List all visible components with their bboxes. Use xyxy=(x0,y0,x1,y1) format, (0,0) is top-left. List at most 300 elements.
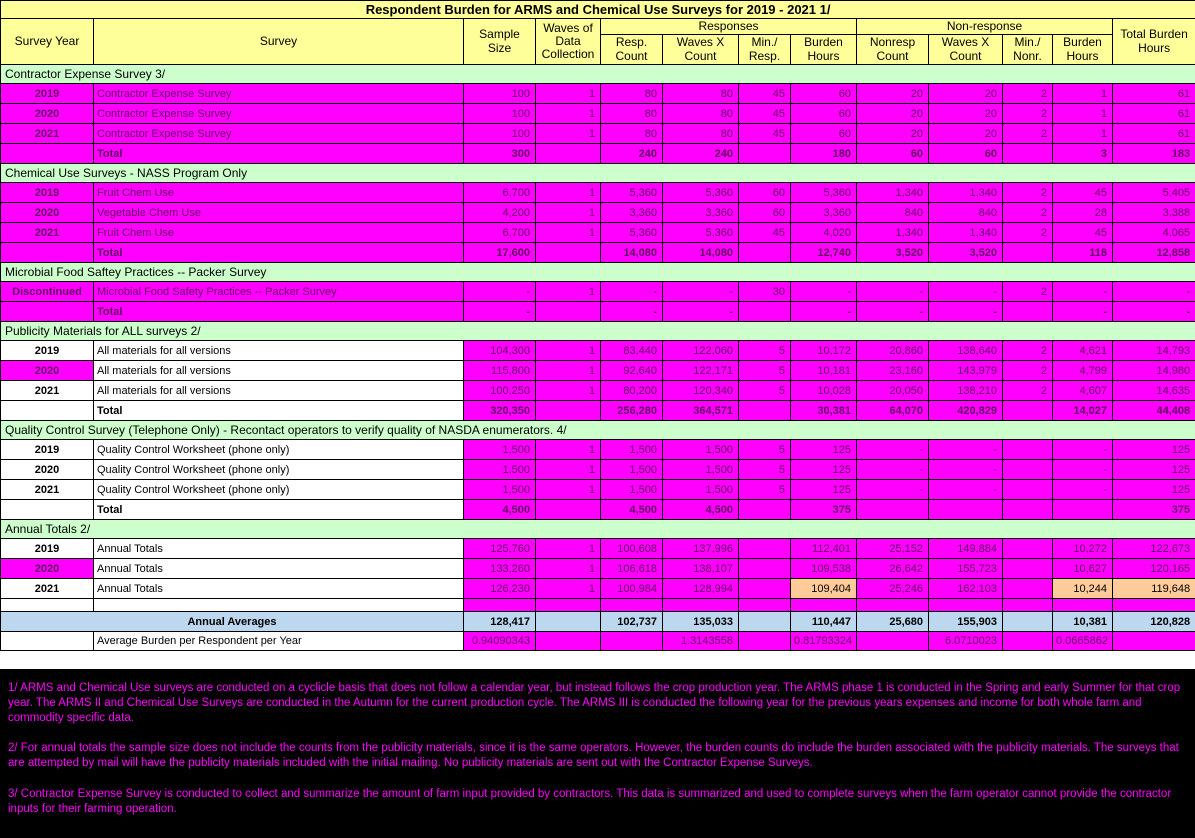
footnote-2: 2/ For annual totals the sample size does not include the counts from the publicity materials, since it is the same operators. However, the burden counts do include the burden associated with the publicity materials. The surveys that are attempted by mail will have the publicity materials included with the initial mailing. No publicity materials are sent out with the Contractor Expense Surveys. xyxy=(8,741,1187,770)
year-cell: 2019 xyxy=(1,84,94,104)
data-cell xyxy=(1003,401,1053,421)
year-cell: 2020 xyxy=(1,559,94,579)
data-cell: 14,080 xyxy=(601,243,663,263)
data-cell xyxy=(1003,243,1053,263)
data-cell: 60 xyxy=(791,104,857,124)
data-cell xyxy=(536,144,601,164)
data-cell: 1,500 xyxy=(464,460,536,480)
data-cell: 30 xyxy=(739,282,791,302)
data-cell: 5,360 xyxy=(601,223,663,243)
data-cell xyxy=(536,632,601,651)
table-title: Respondent Burden for ARMS and Chemical Use Surveys for 2019 - 2021 1/ xyxy=(1,1,1195,19)
data-cell: 20 xyxy=(857,104,929,124)
data-cell: 25,246 xyxy=(857,579,929,599)
col-group-nonresponse: Non-response xyxy=(857,19,1113,35)
col-group-responses: Responses xyxy=(601,19,857,35)
data-cell: - xyxy=(791,302,857,322)
data-cell: 20 xyxy=(929,124,1003,144)
data-cell xyxy=(1053,599,1113,612)
data-cell: 5 xyxy=(739,361,791,381)
data-cell xyxy=(739,401,791,421)
data-cell xyxy=(739,612,791,632)
data-cell xyxy=(464,599,536,612)
section-title: Publicity Materials for ALL surveys 2/ xyxy=(1,322,1195,341)
data-cell: 30,381 xyxy=(791,401,857,421)
section-header-row xyxy=(1,322,1195,341)
data-cell: 122,171 xyxy=(663,361,739,381)
data-cell: 100,608 xyxy=(601,539,663,559)
data-cell: 3,360 xyxy=(791,203,857,223)
data-cell: 180 xyxy=(791,144,857,164)
survey-cell: Microbial Food Safety Practices -- Packer Survey xyxy=(94,282,464,302)
data-cell: 120,828 xyxy=(1113,612,1195,632)
data-cell: 120,165 xyxy=(1113,559,1195,579)
data-cell: 1 xyxy=(536,223,601,243)
data-cell: 80 xyxy=(601,124,663,144)
col-header-resp-count: Resp. Count xyxy=(601,35,663,65)
data-cell: 320,350 xyxy=(464,401,536,421)
year-cell: 2020 xyxy=(1,460,94,480)
data-cell: 20 xyxy=(857,124,929,144)
data-cell: 80 xyxy=(601,104,663,124)
data-cell: 10,028 xyxy=(791,381,857,401)
footnote-1: 1/ ARMS and Chemical Use surveys are conducted on a cyclicle basis that does not follow a calendar year, but instead follows the crop production year. The ARMS phase 1 is conducted in the Spring and early Summer for that crop year. The ARMS II and Chemical Use Surveys are conducted in the Autumn for the current production cycle. The ARMS III is conducted the following year for the previous years expenses and income for both whole farm and commodity specific data. xyxy=(8,681,1187,725)
data-cell: 14,980 xyxy=(1113,361,1195,381)
data-row xyxy=(1,480,1195,500)
data-cell xyxy=(536,302,601,322)
data-cell xyxy=(739,500,791,520)
data-cell: 12,858 xyxy=(1113,243,1195,263)
bottom-spacer xyxy=(0,651,1195,669)
data-cell xyxy=(663,599,739,612)
data-cell: 64,070 xyxy=(857,401,929,421)
data-cell: 45 xyxy=(739,84,791,104)
data-cell: 6,700 xyxy=(464,223,536,243)
averages-row xyxy=(1,612,1195,632)
data-cell xyxy=(1003,632,1053,651)
data-cell: 80 xyxy=(601,84,663,104)
data-cell xyxy=(1003,559,1053,579)
data-cell: 109,404 xyxy=(791,579,857,599)
data-cell: 61 xyxy=(1113,84,1195,104)
data-cell xyxy=(1003,302,1053,322)
data-cell: 44,408 xyxy=(1113,401,1195,421)
data-cell xyxy=(739,539,791,559)
data-cell: 60 xyxy=(791,124,857,144)
data-row xyxy=(1,559,1195,579)
year-cell xyxy=(1,500,94,520)
year-cell: 2020 xyxy=(1,203,94,223)
total-row xyxy=(1,500,1195,520)
data-cell: 61 xyxy=(1113,104,1195,124)
survey-cell: Contractor Expense Survey xyxy=(94,84,464,104)
data-cell: - xyxy=(857,282,929,302)
data-cell: - xyxy=(857,460,929,480)
data-cell: 1 xyxy=(536,203,601,223)
data-cell: 4,020 xyxy=(791,223,857,243)
data-cell: 100,250 xyxy=(464,381,536,401)
header-group-row xyxy=(1,19,1195,35)
year-cell xyxy=(1,599,94,612)
survey-cell: Contractor Expense Survey xyxy=(94,124,464,144)
blank-row xyxy=(1,599,1195,612)
row-label: Annual Averages xyxy=(1,612,464,632)
data-cell: 2 xyxy=(1003,341,1053,361)
data-cell: 100 xyxy=(464,124,536,144)
survey-cell: Annual Totals xyxy=(94,559,464,579)
col-header-nonresp-waves-x-count: Waves X Count xyxy=(929,35,1003,65)
survey-cell: Total xyxy=(94,401,464,421)
data-cell: 2 xyxy=(1003,381,1053,401)
data-cell: 138,640 xyxy=(929,341,1003,361)
data-cell: - xyxy=(1053,440,1113,460)
col-header-nonresp-burden-hours: Burden Hours xyxy=(1053,35,1113,65)
data-cell xyxy=(1113,599,1195,612)
data-cell: 1 xyxy=(536,84,601,104)
data-cell: 5 xyxy=(739,341,791,361)
data-cell: 4,799 xyxy=(1053,361,1113,381)
data-cell: 92,640 xyxy=(601,361,663,381)
data-cell: 5 xyxy=(739,440,791,460)
data-cell: 364,571 xyxy=(663,401,739,421)
data-cell: 6,700 xyxy=(464,183,536,203)
data-cell xyxy=(739,579,791,599)
data-cell: 3 xyxy=(1053,144,1113,164)
data-cell: 45 xyxy=(1053,183,1113,203)
year-cell: Discontinued xyxy=(1,282,94,302)
data-cell: 45 xyxy=(739,104,791,124)
year-cell xyxy=(1,243,94,263)
data-cell: - xyxy=(601,282,663,302)
data-cell: 3,520 xyxy=(857,243,929,263)
data-cell: 1,340 xyxy=(857,183,929,203)
data-cell: 2 xyxy=(1003,124,1053,144)
survey-cell: Fruit Chem Use xyxy=(94,223,464,243)
data-cell: 3,388 xyxy=(1113,203,1195,223)
data-cell: 128,417 xyxy=(464,612,536,632)
data-cell: 4,065 xyxy=(1113,223,1195,243)
survey-cell: Annual Totals xyxy=(94,579,464,599)
data-cell: 149,884 xyxy=(929,539,1003,559)
data-cell xyxy=(1003,612,1053,632)
survey-cell: Vegetable Chem Use xyxy=(94,203,464,223)
data-cell: 2 xyxy=(1003,223,1053,243)
data-cell: 155,723 xyxy=(929,559,1003,579)
col-header-survey-year: Survey Year xyxy=(1,19,94,65)
survey-cell: Annual Totals xyxy=(94,539,464,559)
data-cell: 125 xyxy=(791,440,857,460)
data-cell: 61 xyxy=(1113,124,1195,144)
data-cell: 420,829 xyxy=(929,401,1003,421)
data-cell: - xyxy=(929,302,1003,322)
data-cell: - xyxy=(929,440,1003,460)
survey-cell: Quality Control Worksheet (phone only) xyxy=(94,460,464,480)
data-cell: 60 xyxy=(739,203,791,223)
data-cell xyxy=(1113,632,1195,651)
total-row xyxy=(1,401,1195,421)
year-cell: 2021 xyxy=(1,223,94,243)
data-cell: 109,538 xyxy=(791,559,857,579)
data-cell: 25,680 xyxy=(857,612,929,632)
survey-cell: Quality Control Worksheet (phone only) xyxy=(94,480,464,500)
data-cell: 80 xyxy=(663,104,739,124)
avg-burden-row xyxy=(1,632,1195,651)
footnotes xyxy=(0,669,1195,838)
data-cell: 119,648 xyxy=(1113,579,1195,599)
col-header-min-resp: Min./ Resp. xyxy=(739,35,791,65)
data-cell: 6.0710023 xyxy=(929,632,1003,651)
col-header-waves: Waves of Data Collection xyxy=(536,19,601,65)
data-cell: 10,244 xyxy=(1053,579,1113,599)
data-cell: 125 xyxy=(1113,480,1195,500)
data-cell xyxy=(739,243,791,263)
data-cell xyxy=(536,599,601,612)
data-cell: 104,300 xyxy=(464,341,536,361)
data-cell: 1 xyxy=(1053,124,1113,144)
data-cell: 135,033 xyxy=(663,612,739,632)
data-cell: - xyxy=(857,302,929,322)
year-cell: 2019 xyxy=(1,539,94,559)
data-row xyxy=(1,361,1195,381)
data-cell: 83,440 xyxy=(601,341,663,361)
data-cell: 375 xyxy=(1113,500,1195,520)
data-cell: 14,080 xyxy=(663,243,739,263)
data-cell: 12,740 xyxy=(791,243,857,263)
col-header-total-burden-hours: Total Burden Hours xyxy=(1113,19,1195,65)
survey-cell: Total xyxy=(94,500,464,520)
data-cell: 138,107 xyxy=(663,559,739,579)
data-cell xyxy=(1003,144,1053,164)
data-cell: 120,340 xyxy=(663,381,739,401)
section-header-row xyxy=(1,65,1195,84)
section-header-row xyxy=(1,421,1195,440)
data-cell: 14,793 xyxy=(1113,341,1195,361)
data-cell: 133,260 xyxy=(464,559,536,579)
data-cell: 10,181 xyxy=(791,361,857,381)
data-cell: 5,405 xyxy=(1113,183,1195,203)
year-cell: 2021 xyxy=(1,124,94,144)
data-cell: 840 xyxy=(857,203,929,223)
data-cell: 1,500 xyxy=(601,460,663,480)
data-cell: 1 xyxy=(536,460,601,480)
data-cell: 4,607 xyxy=(1053,381,1113,401)
data-cell: 1 xyxy=(1053,84,1113,104)
data-cell: 28 xyxy=(1053,203,1113,223)
year-cell: 2020 xyxy=(1,104,94,124)
data-cell: - xyxy=(857,480,929,500)
data-cell: 256,280 xyxy=(601,401,663,421)
data-cell xyxy=(739,559,791,579)
data-cell xyxy=(1003,440,1053,460)
year-cell xyxy=(1,632,94,651)
data-cell: 5,360 xyxy=(791,183,857,203)
data-cell: - xyxy=(791,282,857,302)
survey-cell: All materials for all versions xyxy=(94,341,464,361)
data-cell: 110,447 xyxy=(791,612,857,632)
data-cell: 300 xyxy=(464,144,536,164)
data-cell: 1,340 xyxy=(857,223,929,243)
year-cell: 2019 xyxy=(1,440,94,460)
data-cell: 10,627 xyxy=(1053,559,1113,579)
data-cell xyxy=(857,500,929,520)
data-cell: 45 xyxy=(1053,223,1113,243)
data-cell: 60 xyxy=(857,144,929,164)
data-row xyxy=(1,440,1195,460)
total-row xyxy=(1,144,1195,164)
data-cell xyxy=(739,599,791,612)
survey-cell: Quality Control Worksheet (phone only) xyxy=(94,440,464,460)
data-cell: 80 xyxy=(663,124,739,144)
data-cell: 162,103 xyxy=(929,579,1003,599)
data-cell: 80,200 xyxy=(601,381,663,401)
discontinued-row xyxy=(1,282,1195,302)
data-cell xyxy=(1053,500,1113,520)
year-cell: 2019 xyxy=(1,341,94,361)
total-row xyxy=(1,243,1195,263)
year-cell: 2021 xyxy=(1,579,94,599)
data-cell xyxy=(536,612,601,632)
data-cell: 1,500 xyxy=(663,460,739,480)
data-cell: 25,152 xyxy=(857,539,929,559)
data-cell: 0.0665862 xyxy=(1053,632,1113,651)
col-header-resp-burden-hours: Burden Hours xyxy=(791,35,857,65)
data-cell: 1 xyxy=(536,440,601,460)
data-cell xyxy=(536,401,601,421)
data-cell: 1 xyxy=(1053,104,1113,124)
data-cell: 1 xyxy=(536,183,601,203)
data-cell: 1 xyxy=(536,341,601,361)
data-cell: 1,500 xyxy=(663,440,739,460)
data-cell: 0.94090343 xyxy=(464,632,536,651)
section-header-row xyxy=(1,164,1195,183)
data-cell xyxy=(601,632,663,651)
data-cell xyxy=(929,500,1003,520)
data-cell xyxy=(1003,539,1053,559)
data-cell: 125 xyxy=(791,480,857,500)
data-cell: 3,360 xyxy=(601,203,663,223)
data-cell: - xyxy=(464,302,536,322)
data-cell: 3,360 xyxy=(663,203,739,223)
data-cell: 2 xyxy=(1003,203,1053,223)
data-cell: 20 xyxy=(929,84,1003,104)
data-cell xyxy=(1003,480,1053,500)
data-cell: 240 xyxy=(663,144,739,164)
survey-cell: Total xyxy=(94,243,464,263)
year-cell xyxy=(1,302,94,322)
year-cell: 2020 xyxy=(1,361,94,381)
survey-cell: Total xyxy=(94,302,464,322)
data-cell: 1,500 xyxy=(464,440,536,460)
data-cell xyxy=(536,500,601,520)
data-cell: 1 xyxy=(536,124,601,144)
year-cell: 2021 xyxy=(1,480,94,500)
data-cell: 20 xyxy=(857,84,929,104)
data-cell: - xyxy=(929,282,1003,302)
data-cell: 2 xyxy=(1003,104,1053,124)
section-title: Contractor Expense Survey 3/ xyxy=(1,65,1195,84)
data-cell: 1 xyxy=(536,381,601,401)
data-cell: 4,500 xyxy=(601,500,663,520)
data-cell: 183 xyxy=(1113,144,1195,164)
data-cell xyxy=(1003,500,1053,520)
data-cell: 1 xyxy=(536,361,601,381)
year-cell xyxy=(1,144,94,164)
data-cell: 4,621 xyxy=(1053,341,1113,361)
data-cell: - xyxy=(663,282,739,302)
data-cell xyxy=(857,599,929,612)
data-cell: 60 xyxy=(929,144,1003,164)
data-cell: 125 xyxy=(1113,460,1195,480)
data-cell: 4,500 xyxy=(464,500,536,520)
total-row xyxy=(1,302,1195,322)
data-cell: 14,635 xyxy=(1113,381,1195,401)
survey-cell: Average Burden per Respondent per Year xyxy=(94,632,464,651)
data-cell: - xyxy=(857,440,929,460)
data-cell: 60 xyxy=(791,84,857,104)
data-cell: 125,760 xyxy=(464,539,536,559)
data-cell xyxy=(739,144,791,164)
data-cell xyxy=(536,243,601,263)
data-cell: 1 xyxy=(536,579,601,599)
data-row xyxy=(1,203,1195,223)
data-cell: - xyxy=(929,480,1003,500)
data-cell: 102,737 xyxy=(601,612,663,632)
data-cell: 20,860 xyxy=(857,341,929,361)
data-cell: 1 xyxy=(536,559,601,579)
data-cell: 80 xyxy=(663,84,739,104)
data-cell: 5 xyxy=(739,381,791,401)
data-cell: 138,210 xyxy=(929,381,1003,401)
data-row xyxy=(1,539,1195,559)
data-cell: 4,200 xyxy=(464,203,536,223)
data-cell: - xyxy=(663,302,739,322)
data-row xyxy=(1,183,1195,203)
data-cell: 1 xyxy=(536,480,601,500)
data-cell xyxy=(739,302,791,322)
data-cell: 1,340 xyxy=(929,223,1003,243)
data-row xyxy=(1,579,1195,599)
data-cell: 5,360 xyxy=(663,223,739,243)
data-row xyxy=(1,104,1195,124)
data-cell: 2 xyxy=(1003,361,1053,381)
year-cell xyxy=(1,401,94,421)
data-cell: 112,401 xyxy=(791,539,857,559)
data-cell: 60 xyxy=(739,183,791,203)
data-cell: 106,618 xyxy=(601,559,663,579)
data-cell: 1,500 xyxy=(663,480,739,500)
data-cell xyxy=(1003,579,1053,599)
data-row xyxy=(1,381,1195,401)
data-cell: - xyxy=(1053,460,1113,480)
data-cell xyxy=(739,632,791,651)
survey-cell: Contractor Expense Survey xyxy=(94,104,464,124)
data-cell: 122,673 xyxy=(1113,539,1195,559)
footnote-3: 3/ Contractor Expense Survey is conducted to collect and summarize the amount of farm input provided by contractors. This data is summarized and used to complete surveys when the farm operator cannot provide the contractor inputs for their farming operation. xyxy=(8,787,1187,816)
data-cell: 1.3143558 xyxy=(663,632,739,651)
data-cell: 1,500 xyxy=(601,480,663,500)
data-cell: 5,360 xyxy=(663,183,739,203)
data-cell: 100 xyxy=(464,104,536,124)
data-cell: 1 xyxy=(536,104,601,124)
data-cell: 100 xyxy=(464,84,536,104)
data-cell: 1 xyxy=(536,539,601,559)
data-cell: 5,360 xyxy=(601,183,663,203)
section-title: Microbial Food Saftey Practices -- Packer Survey xyxy=(1,263,1195,282)
data-cell: 23,160 xyxy=(857,361,929,381)
section-header-row xyxy=(1,520,1195,539)
data-cell: 45 xyxy=(739,223,791,243)
data-row xyxy=(1,460,1195,480)
